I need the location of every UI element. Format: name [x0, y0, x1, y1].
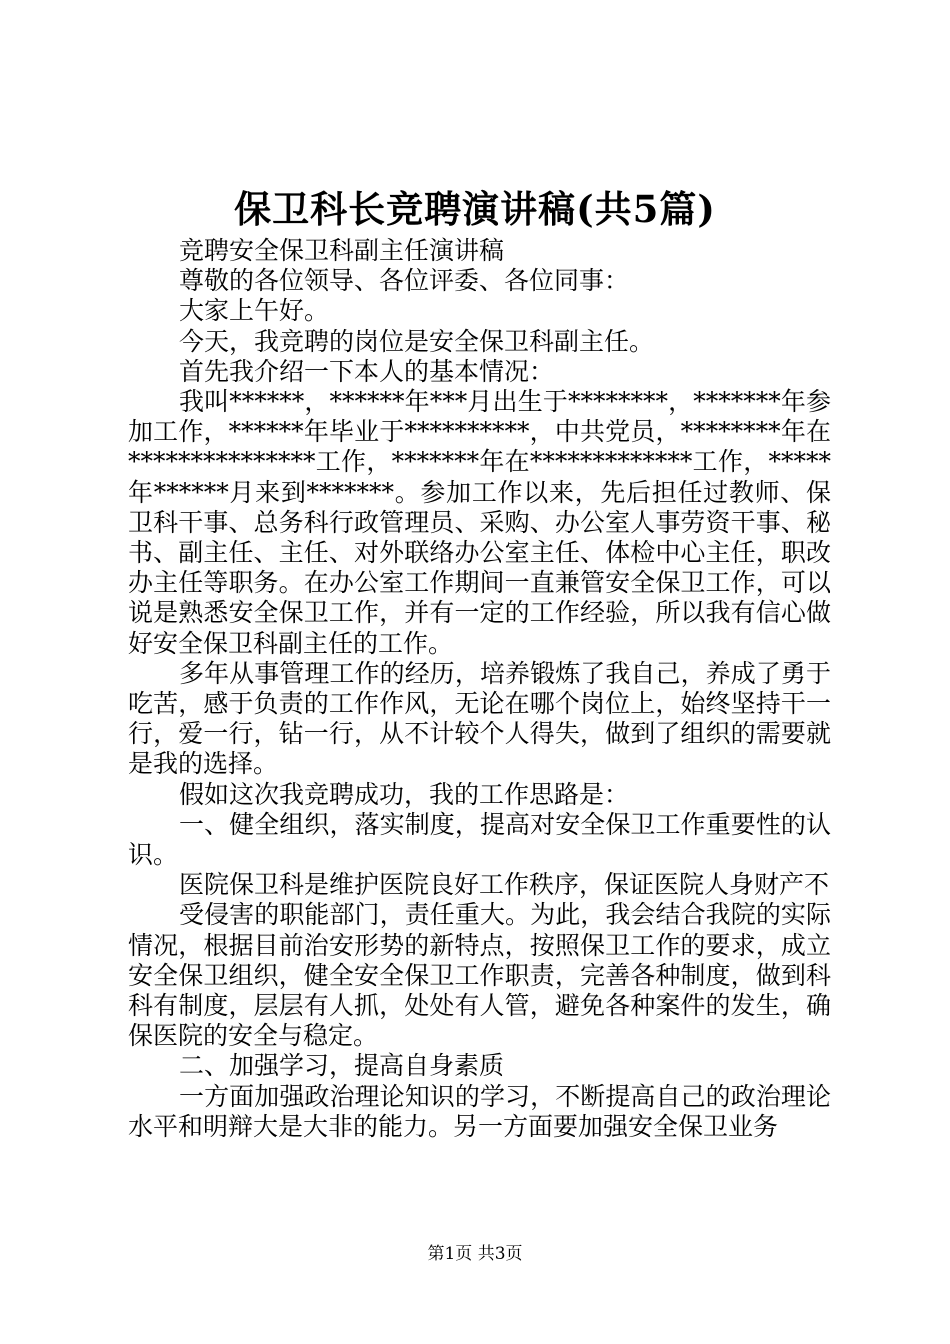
document-title: 保卫科长竞聘演讲稿(共5篇) [234, 187, 716, 231]
body-paragraph: 假如这次我竞聘成功，我的工作思路是： [179, 779, 630, 809]
body-paragraph: 一方面加强政治理论知识的学习，不断提高自己的政治理论水平和明辩大是大非的能力。另一方面要加强安全保卫业务 [128, 1081, 831, 1141]
body-paragraph: 医院保卫科是维护医院良好工作秩序，保证医院人身财产不 [179, 870, 830, 900]
body-paragraph: 一、健全组织，落实制度，提高对安全保卫工作重要性的认识。 [128, 809, 831, 870]
body-paragraph: 大家上午好。 [179, 296, 330, 326]
body-paragraph: 今天，我竞聘的岗位是安全保卫科副主任。 [179, 326, 655, 356]
body-paragraph: 受侵害的职能部门，责任重大。为此，我会结合我院的实际情况，根据目前治安形势的新特点，按照保卫工作的要求，成立安全保卫组织，健全安全保卫工作职责，完善各种制度，做到科科有制度，层层有人抓，处处有人管，避免各种案件的发生，确保医院的安全与稳定。 [128, 900, 831, 1051]
document-body [128, 236, 831, 1142]
body-paragraph: 我叫******，******年***月出生于********，*******年参加工作，******年毕业于**********，中共党员，********年在***************工作，*******年在*************工作，*****年******月来到*******。参加工作以来，先后担任过教师、保卫科干事、总务科行政管理员、采购、办公室人事劳资干事、秘书、副主任、主任、对外联络办公室主任、体检中心主任，职改办主任等职务。在办公室工作期间一直兼管安全保卫工作，可以说是熟悉安全保卫工作，并有一定的工作经验，所以我有信心做好安全保卫科副主任的工作。 [128, 387, 831, 658]
page-footer: 第1页 共3页 [427, 1244, 523, 1264]
body-paragraph: 竞聘安全保卫科副主任演讲稿 [179, 236, 505, 265]
body-paragraph: 首先我介绍一下本人的基本情况： [179, 356, 555, 386]
body-paragraph: 尊敬的各位领导、各位评委、各位同事： [179, 266, 630, 296]
body-paragraph: 多年从事管理工作的经历，培养锻炼了我自己，养成了勇于吃苦，感于负责的工作作风，无论在哪个岗位上，始终坚持干一行，爱一行，钻一行，从不计较个人得失，做到了组织的需要就是我的选择。 [128, 658, 831, 779]
body-paragraph: 二、加强学习，提高自身素质 [179, 1051, 505, 1081]
